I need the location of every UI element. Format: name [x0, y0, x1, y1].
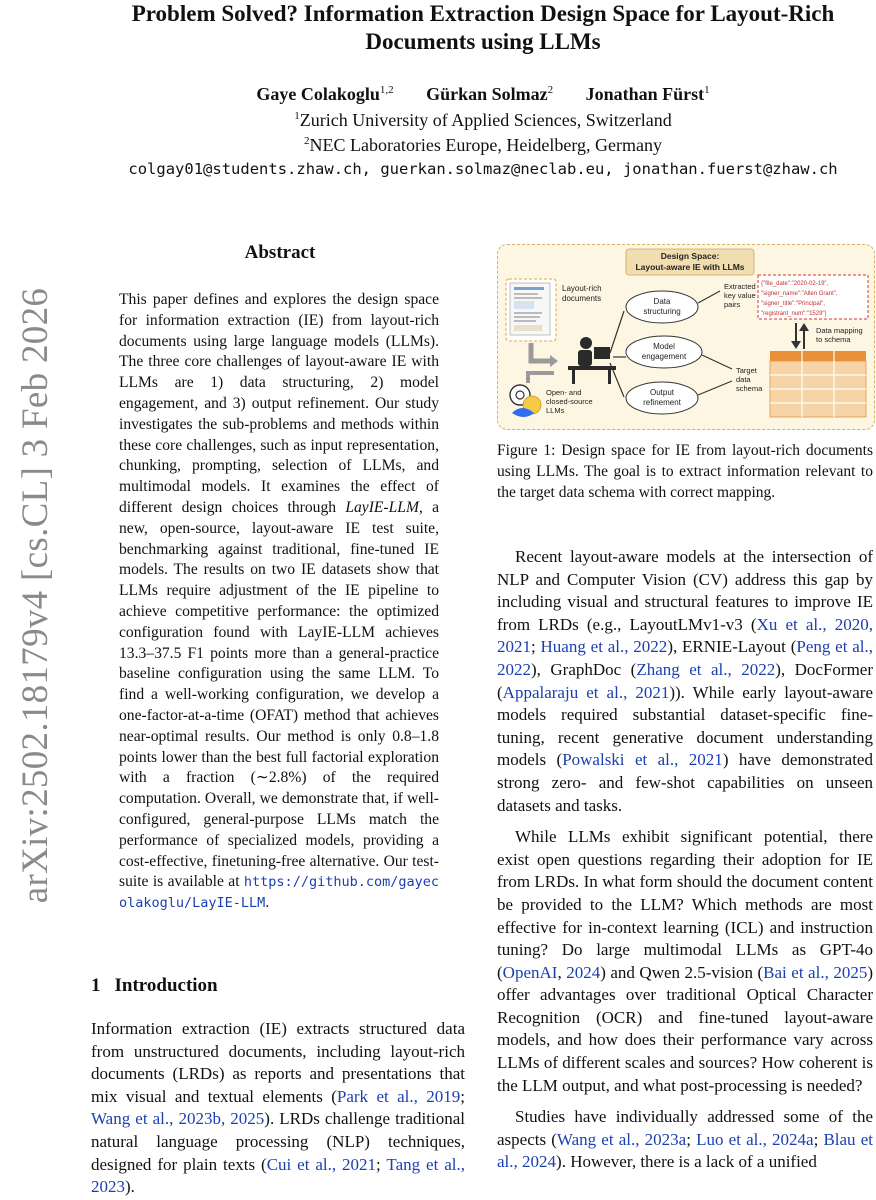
citation-link[interactable]: Park et al., 2019 — [336, 1086, 461, 1106]
arrow-to-structuring — [610, 311, 624, 353]
data-mapping-icon — [791, 323, 809, 349]
arrow-to-refinement — [610, 363, 624, 397]
citation-link[interactable]: Tang et al., 2023 — [91, 1154, 466, 1197]
target-label-2: data — [736, 375, 751, 384]
author: Gaye Colakoglu$^{1,2}$ — [256, 84, 394, 104]
citation-link[interactable]: Luo et al., 2024a — [696, 1129, 814, 1149]
citation-link[interactable]: Wang et al., 2023b, 2025 — [91, 1109, 265, 1129]
paper-title: Problem Solved? Information Extraction Design Space for Layout-Rich Documents using LLMs — [131, 1, 835, 54]
intro-paragraph: Recent layout-aware models at the intersection of NLP and Computer Vision (CV) address this gap by including visual and structural features to improve IE from LRDs (e.g., LayoutLMv1-v3 (Xu et al., 2020, 2021; Huang et al., 2022), ERNIE-Layout (Peng et al., 2022), GraphDoc (Zhang et al., 2022), DocFormer (Appalaraju et al., 2021)). While early layout-aware models required substantial dataset-specific fine-tuning, recent generative document understanding models (Powalski et al., 2021) have demonstrated strong zero- and few-shot capabilities on unseen datasets and tasks. — [497, 547, 874, 815]
kv-line-2: "signer_name":"Allen Grant", — [761, 291, 838, 297]
ellipse-2-line-2: engagement — [641, 352, 687, 361]
llm-label-2: closed-source — [546, 397, 593, 406]
person-desk-icon — [568, 337, 616, 384]
repo-link[interactable]: https://github.com/gayecolakoglu/LayIE-LLM — [119, 874, 439, 912]
intro-paragraph: While LLMs exhibit significant potential, there exist open questions regarding their adoption for IE from LRDs. In what form should the document content be provided to the LLM? Which methods are most effective for in-context learning (ICL) and instruction tuning? Do large multimodal LLMs as GPT-4o (OpenAI, 2024) and Qwen 2.5-vision (Bai et al., 2025) offer advantages over traditional Optical Character Recognition (OCR) and fine-tuned layout-aware models, and how does their performance vary across LLMs of different scales and sources? How coherent is the LLM output, and what post-processing is needed? — [497, 827, 873, 1095]
figure-caption: Figure 1: Design space for IE from layout-rich documents using LLMs. The goal is to extract information relevant to the target data schema with correct mapping. — [497, 442, 873, 501]
docs-label-1: Layout-rich — [562, 284, 602, 293]
flow-arrow-head — [550, 355, 558, 367]
kv-line-3: "signer_title":"Principal", — [761, 301, 825, 307]
mapping-label-2: to schema — [816, 335, 851, 344]
target-label-3: schema — [736, 384, 763, 393]
arrow-to-kv — [698, 291, 720, 303]
citation-link[interactable]: 2024 — [566, 962, 601, 982]
ellipse-1-line-1: Data — [653, 297, 671, 306]
citation-link[interactable]: Cui et al., 2021 — [266, 1154, 377, 1174]
citation-link[interactable]: Powalski et al., 2021 — [562, 750, 723, 770]
ellipse-1-line-2: structuring — [643, 307, 681, 316]
mapping-label-1: Data mapping — [816, 326, 863, 335]
arrow-to-schema-2 — [698, 381, 732, 395]
citation-link[interactable]: Appalaraju et al., 2021 — [502, 682, 670, 702]
design-space-diagram — [498, 245, 874, 429]
citation-link[interactable]: Zhang et al., 2022 — [636, 659, 776, 679]
arrow-to-schema — [702, 355, 732, 369]
author: Gürkan Solmaz$^2$ — [426, 84, 554, 104]
figure-1-diagram — [497, 244, 875, 430]
section-heading: 1 Introduction — [91, 975, 218, 996]
intro-right-column — [497, 546, 873, 1183]
docs-label-2: documents — [562, 294, 602, 303]
affiliation: $^1$Zurich University of Applied Sciences, Switzerland — [294, 110, 672, 130]
citation-link[interactable]: Bai et al., 2025 — [763, 962, 868, 982]
author: Jonathan Fürst$^1$ — [585, 84, 710, 104]
intro-paragraph: Studies have individually addressed some of the aspects (Wang et al., 2023a; Luo et al., 2024a; Blau et al., 2024). However, there is a lack of a unified — [497, 1107, 873, 1172]
kv-label-2: key value — [724, 291, 756, 300]
citation-link[interactable]: Peng et al., 2022 — [497, 637, 874, 679]
kv-label-3: pairs — [724, 300, 741, 309]
abstract-body: This paper defines and explores the design space for information extraction (IE) from layout-rich documents using large language models (LLMs). The three core challenges of layout-aware IE with LLMs are 1) data structuring, 2) model engagement, and 3) output refinement. Our study investigates the sub-problems and methods within these core challenges, such as input representation, chunking, prompting, selection of LLMs, and multimodal models. It examines the effect of different design choices through LayIE-LLM, a new, open-source, layout-aware IE test suite, benchmarking against traditional, fine-tuned IE models. The results on two IE datasets show that LLMs require adjustment of the IE pipeline to achieve competitive performance: the optimized configuration found with LayIE-LLM achieves 13.3–37.5 F1 points more than a general-practice baseline configuration using the same LLM. To find a well-working configuration, we develop a one-factor-at-a-time (OFAT) method that achieves near-optimal results. Our method is only 0.8–1.8 points lower than the best full factorial exploration with a fraction (∼2.8%) of the required computation. Overall, we demonstrate that, if well-configured, general-purpose LLMs match the performance of specialized models, providing a cost-effective, finetuning-free alternative. Our test-suite is available at https://github.com/gayecolakoglu/LayIE-LLM. — [119, 291, 440, 912]
abstract-heading: Abstract — [244, 242, 316, 263]
flow-arrow — [531, 343, 550, 361]
suite-name: LayIE-LLM — [345, 498, 419, 516]
header-line-2: Layout-aware IE with LLMs — [635, 262, 745, 272]
kv-line-4: "registrant_num":"1529"} — [761, 311, 827, 317]
affiliation: $^2$NEC Laboratories Europe, Heidelberg, Germany — [303, 135, 663, 155]
llm-logos-icon — [510, 385, 541, 417]
ellipse-3-line-1: Output — [649, 388, 675, 397]
arxiv-identifier — [14, 287, 58, 903]
llm-label-1: Open- and — [546, 388, 582, 397]
citation-link[interactable]: Wang et al., 2023a — [556, 1129, 687, 1149]
author-list — [90, 84, 876, 105]
llm-label-3: LLMs — [546, 406, 565, 415]
llm-arrow — [528, 373, 554, 383]
citation-link[interactable]: Huang et al., 2022 — [540, 637, 668, 657]
documents-stack-icon — [506, 279, 556, 341]
intro-paragraph: Information extraction (IE) extracts structured data from unstructured documents, including layout-rich documents (LRDs) as reports and presentations that mix visual and textual elements (Park et al., 2019; Wang et al., 2023b, 2025). LRDs challenge traditional natural language processing (NLP) techniques, designed for plain texts (Cui et al., 2021; Tang et al., 2023). — [91, 1019, 466, 1197]
schema-table-icon — [770, 351, 866, 417]
kv-line-1: {"file_date":"2020-02-19", — [761, 281, 829, 287]
citation-link[interactable]: OpenAI — [502, 962, 558, 982]
target-label-1: Target — [736, 366, 757, 375]
ellipse-3-line-2: refinement — [643, 398, 681, 407]
author-emails: colgay01@students.zhaw.ch, guerkan.solmaz@neclab.eu, jonathan.fuerst@zhaw.ch — [128, 160, 838, 178]
header-line-1: Design Space: — [660, 251, 720, 261]
kv-label-1: Extracted — [724, 282, 756, 291]
citation-link[interactable]: Xu et al., 2020, 2021 — [497, 614, 873, 657]
ellipse-2-line-1: Model — [653, 342, 675, 351]
arxiv-id-text: arXiv:2502.18179v4 [cs.CL] 3 Feb 2026 — [15, 287, 57, 903]
citation-link[interactable]: Blau et al., 2024 — [497, 1129, 873, 1172]
